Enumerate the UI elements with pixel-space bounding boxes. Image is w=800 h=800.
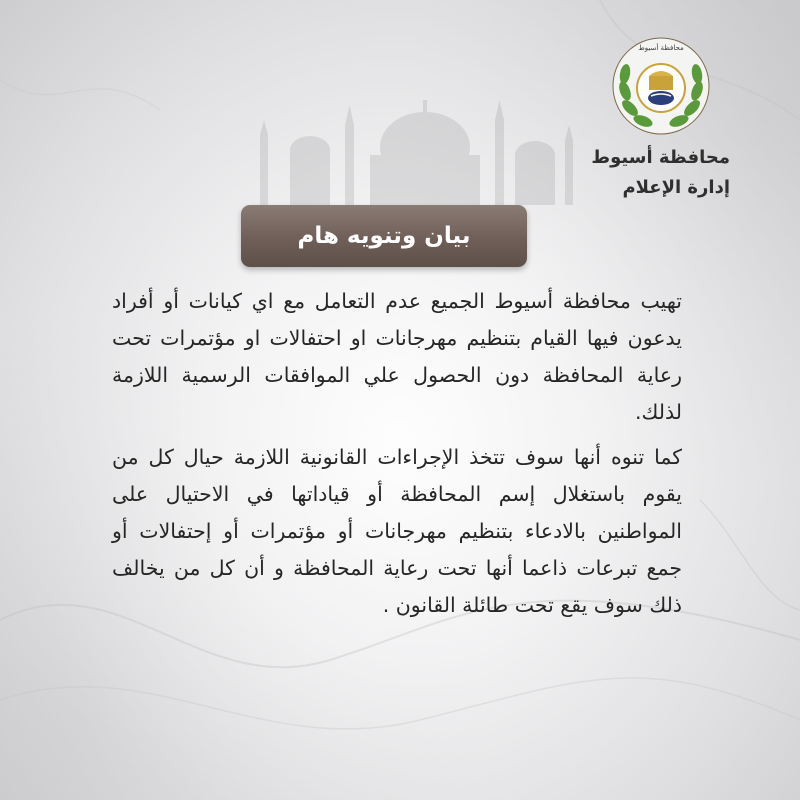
statement-body: [112, 283, 682, 632]
org-name: محافظة أسيوط: [591, 147, 730, 168]
paragraph-2: كما تنوه أنها سوف تتخذ الإجراءات القانونية اللازمة حيال كل من يقوم باستغلال إسم المحافظة أو قياداتها في الاحتيال على المواطنين بالادعاء بتنظيم مهرجانات أو مؤتمرات أو إحتفالات أو جمع تبرعات ذاعما أنها تحت رعاية المحافظة و أن كل من يخالف ذلك سوف يقع تحت طائلة القانون .: [112, 445, 682, 617]
page-title: بيان وتنويه هام: [297, 223, 471, 249]
logo-caption: محافظة أسيوط: [638, 44, 684, 52]
governorate-logo: [611, 36, 711, 136]
title-banner: [241, 205, 527, 267]
organization-header: [530, 143, 730, 203]
department-name: إدارة الإعلام: [622, 177, 730, 198]
paragraph-1: تهيب محافظة أسيوط الجميع عدم التعامل مع اي كيانات أو أفراد يدعون فيها القيام بتنظيم مهرجانات او احتفالات او مؤتمرات تحت رعاية المحافظة دون الحصول علي الموافقات الرسمية اللازمة لذلك.: [112, 289, 682, 424]
